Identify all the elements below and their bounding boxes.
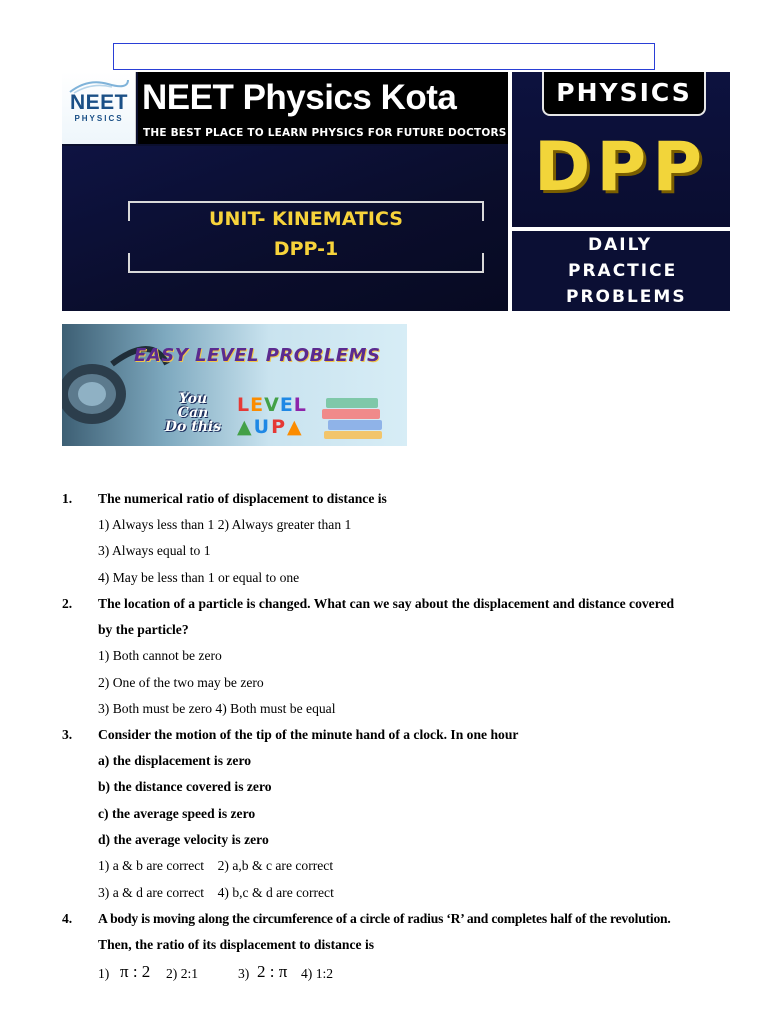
brand-title: NEET Physics Kota: [142, 78, 457, 117]
question-4-option-3: 3): [238, 966, 250, 981]
you-can-do-this: [162, 392, 224, 434]
question-3-option-line: 3) a & d are correct 4) b,c & d are correct: [98, 885, 334, 900]
question-4-option-3-value: 2 : π: [257, 962, 288, 981]
question-3-option-line: 1) a & b are correct 2) a,b & c are correct: [98, 858, 334, 873]
subject-label: PHYSICS: [556, 78, 692, 107]
neet-physics-logo: [62, 72, 136, 144]
easy-level-title: EASY LEVEL PROBLEMS: [134, 345, 381, 366]
question-3-statement: b) the distance covered is zero: [98, 779, 272, 794]
dpp-label: DPP: [533, 128, 709, 207]
question-3-statement: c) the average speed is zero: [98, 806, 256, 821]
brand-title-panel: [138, 72, 508, 144]
question-4-option-2: 2) 2:1: [166, 966, 199, 981]
logo-physics-text: PHYSICS: [74, 114, 124, 123]
question-4-option-1: 1): [98, 966, 110, 981]
question-3-number: 3.: [62, 727, 73, 742]
question-4-option-4: 4) 1:2: [301, 966, 334, 981]
question-2-option-line: 3) Both must be zero 4) Both must be equal: [98, 701, 336, 716]
question-3-statement: d) the average velocity is zero: [98, 832, 269, 847]
question-4-text: Then, the ratio of its displacement to distance is: [98, 937, 375, 952]
question-3-text: Consider the motion of the tip of the minute hand of a clock. In one hour: [98, 727, 519, 742]
logo-neet-text: NEET: [69, 91, 128, 114]
level-up-word: ▲UP▲: [237, 416, 304, 438]
question-1-text: The numerical ratio of displacement to distance is: [98, 491, 387, 506]
dpp-full-panel: [512, 231, 730, 311]
dpp-daily: DAILY: [588, 235, 653, 255]
question-2-text: by the particle?: [98, 622, 189, 637]
question-4-text: A body is moving along the circumference of a circle of radius ‘R’ and completes half of the revolution.: [98, 911, 671, 926]
question-2-option-line: 2) One of the two may be zero: [98, 675, 264, 690]
question-2-text: The location of a particle is changed. What can we say about the displacement and distance covered: [98, 596, 675, 611]
question-4-number: 4.: [62, 911, 73, 926]
you-can-line-1: You: [178, 391, 208, 407]
level-word: LEVEL: [237, 394, 307, 416]
question-1-option-line: 1) Always less than 1 2) Always greater than 1: [98, 517, 352, 532]
dpp-practice: PRACTICE: [568, 261, 678, 281]
books-icon: [320, 394, 386, 440]
subject-pill: [542, 72, 706, 116]
unit-title: UNIT- KINEMATICS: [209, 208, 403, 230]
question-4-option-1-value: π : 2: [120, 962, 151, 981]
dpp-problems: PROBLEMS: [566, 287, 687, 307]
header-text-box[interactable]: [113, 43, 655, 70]
easy-level-banner: [62, 324, 407, 446]
dpp-panel: [512, 72, 730, 227]
question-2-number: 2.: [62, 596, 73, 611]
dpp-banner: [62, 72, 730, 311]
unit-panel: [62, 146, 508, 311]
brand-tagline: THE BEST PLACE TO LEARN PHYSICS FOR FUTURE DOCTORS: [143, 127, 507, 139]
question-2-option-line: 1) Both cannot be zero: [98, 648, 222, 663]
you-can-line-3: Do this: [164, 419, 222, 435]
question-1-number: 1.: [62, 491, 73, 506]
question-1-option-line: 3) Always equal to 1: [98, 543, 211, 558]
question-1-option-line: 4) May be less than 1 or equal to one: [98, 570, 300, 585]
dpp-number: DPP-1: [273, 238, 339, 260]
you-can-line-2: Can: [177, 405, 209, 421]
stethoscope-icon: [62, 324, 172, 446]
question-3-statement: a) the displacement is zero: [98, 753, 252, 768]
